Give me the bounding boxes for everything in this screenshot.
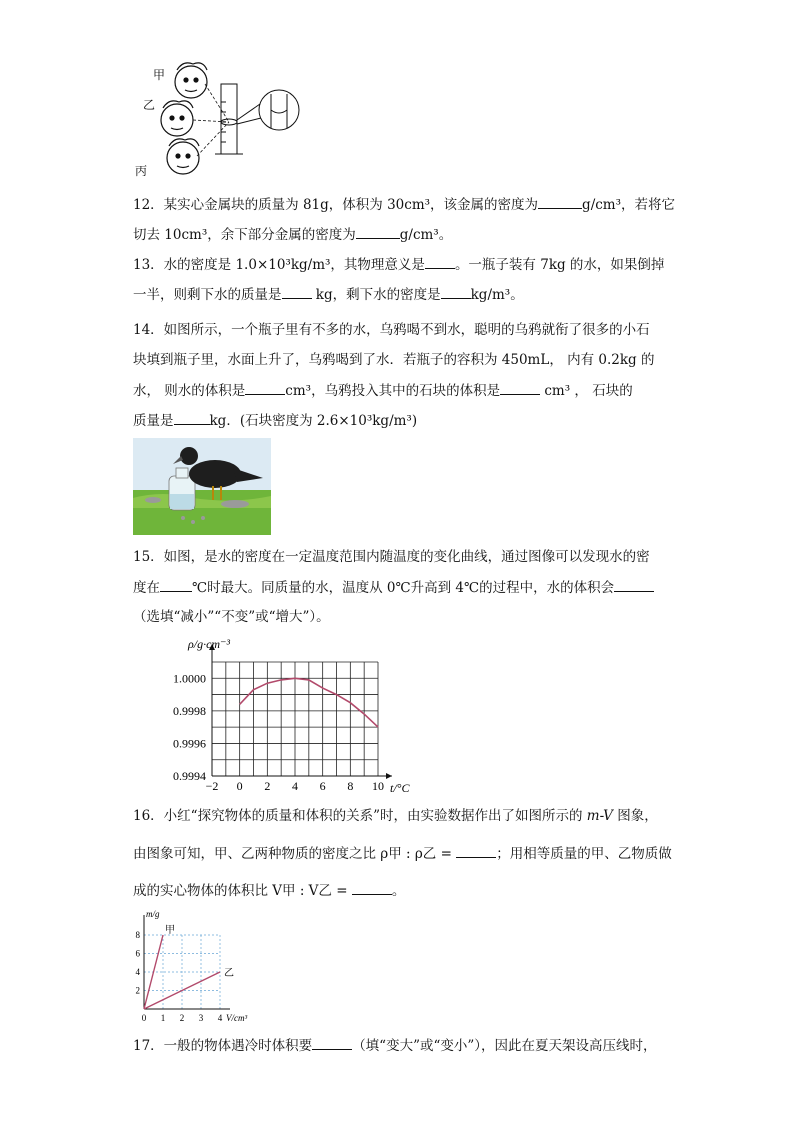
- y-axis-label: m/g: [146, 909, 160, 919]
- x-tick-label: 4: [217, 1013, 223, 1023]
- q14-line3: 水， 则水的体积是 cm³，乌鸦投入其中的石块的体积是 cm³ ， 石块的: [133, 380, 633, 401]
- y-tick-label: 0.9998: [173, 703, 206, 718]
- x-tick-label: 6: [319, 779, 326, 793]
- q13-line2: 一半，则剩下水的质量是 kg，剩下水的密度是 kg/m³。: [133, 284, 524, 305]
- density-temperature-chart: [130, 632, 430, 798]
- q12-line1: 12．某实心金属块的质量为 81g，体积为 30cm³，该金属的密度为 g/cm³，若将它: [133, 194, 675, 215]
- series-jia-label: 甲: [165, 925, 175, 936]
- x-tick-label: 0: [141, 1013, 147, 1023]
- q16-blank-2[interactable]: [352, 880, 392, 895]
- q17-line1: 17．一般的物体遇冷时体积要 （填“变大”或“变小”），因此在夏天架设高压线时，: [133, 1035, 657, 1056]
- x-tick-label: 3: [198, 1013, 204, 1023]
- q13-blank-2[interactable]: [282, 284, 312, 299]
- q14-blank-2[interactable]: [500, 380, 540, 395]
- q16-line2: 由图象可知，甲、乙两种物质的密度之比 ρ甲 : ρ乙 = ；用相等质量的甲、乙物质做: [133, 843, 672, 864]
- q12-line2: 切去 10cm³，余下部分金属的密度为 g/cm³。: [133, 224, 452, 245]
- face-jia-icon: [175, 63, 207, 98]
- q14-blank-3[interactable]: [174, 410, 210, 425]
- x-tick-label: 10: [372, 779, 384, 793]
- observers-figure: [133, 62, 303, 180]
- q12-blank-2[interactable]: [356, 224, 400, 239]
- q16-line3: 成的实心物体的体积比 V甲 : V乙 = 。: [133, 880, 405, 901]
- q14-line1: 14．如图所示，一个瓶子里有不多的水，乌鸦喝不到水，聪明的乌鸦就衔了很多的小石: [133, 322, 650, 338]
- q16-blank-1[interactable]: [456, 843, 496, 858]
- q14-line4: 质量是 kg．(石块密度为 2.6×10³kg/m³): [133, 410, 417, 431]
- q12-blank-1[interactable]: [538, 194, 582, 209]
- y-tick-label: 2: [135, 985, 140, 996]
- x-tick-label: −2: [205, 779, 219, 793]
- label-jia: 甲: [153, 68, 166, 82]
- label-bing: 丙: [135, 164, 148, 178]
- x-tick-label: 8: [347, 779, 354, 793]
- q16-line1: 16．小红“探究物体的质量和体积的关系”时，由实验数据作出了如图所示的 m-V 图象，: [133, 808, 658, 824]
- series-yi-label: 乙: [224, 968, 234, 979]
- x-tick-label: 0: [236, 779, 243, 793]
- x-axis-label: V/cm³: [226, 1013, 248, 1023]
- x-axis-label: t/°C: [390, 781, 410, 795]
- crow-picture: [133, 438, 271, 535]
- q13-line1: 13．水的密度是 1.0×10³kg/m³，其物理意义是 。一瓶子装有 7kg 的水，如果倒掉: [133, 254, 664, 275]
- y-axis-label: ρ/g·cm⁻³: [188, 637, 231, 651]
- q14-line2: 块填到瓶子里，水面上升了，乌鸦喝到了水．若瓶子的容积为 450mL， 内有 0.2kg 的: [133, 352, 655, 368]
- q13-blank-1[interactable]: [425, 254, 455, 269]
- face-bing-icon: [167, 139, 199, 174]
- label-yi: 乙: [143, 98, 156, 112]
- y-tick-label: 6: [135, 948, 140, 959]
- x-tick-label: 1: [160, 1013, 166, 1023]
- x-tick-label: 4: [292, 779, 298, 793]
- y-tick-label: 1.0000: [173, 671, 206, 686]
- mass-volume-chart: [128, 905, 268, 1023]
- q15-line1: 15．如图，是水的密度在一定温度范围内随温度的变化曲线，通过图像可以发现水的密: [133, 549, 650, 565]
- magnifier-icon: [237, 90, 299, 130]
- q15-blank-2[interactable]: [614, 577, 654, 592]
- face-yi-icon: [161, 101, 193, 136]
- y-tick-label: 0.9994: [173, 769, 206, 783]
- q13-blank-3[interactable]: [441, 284, 471, 299]
- q15-line3: （选填“减小”“不变”或“增大”）。: [133, 609, 330, 625]
- y-tick-label: 8: [135, 930, 140, 940]
- y-tick-label: 0.9996: [173, 736, 206, 751]
- x-tick-label: 2: [179, 1013, 185, 1023]
- q15-line2: 度在 ℃时最大。同质量的水，温度从 0℃升高到 4℃的过程中，水的体积会: [133, 577, 654, 598]
- x-tick-label: 2: [264, 779, 271, 793]
- x-axis-arrow: [386, 773, 392, 779]
- q14-blank-1[interactable]: [245, 380, 285, 395]
- q15-blank-1[interactable]: [160, 577, 192, 592]
- y-tick-label: 4: [135, 967, 140, 977]
- q17-blank-1[interactable]: [312, 1035, 352, 1050]
